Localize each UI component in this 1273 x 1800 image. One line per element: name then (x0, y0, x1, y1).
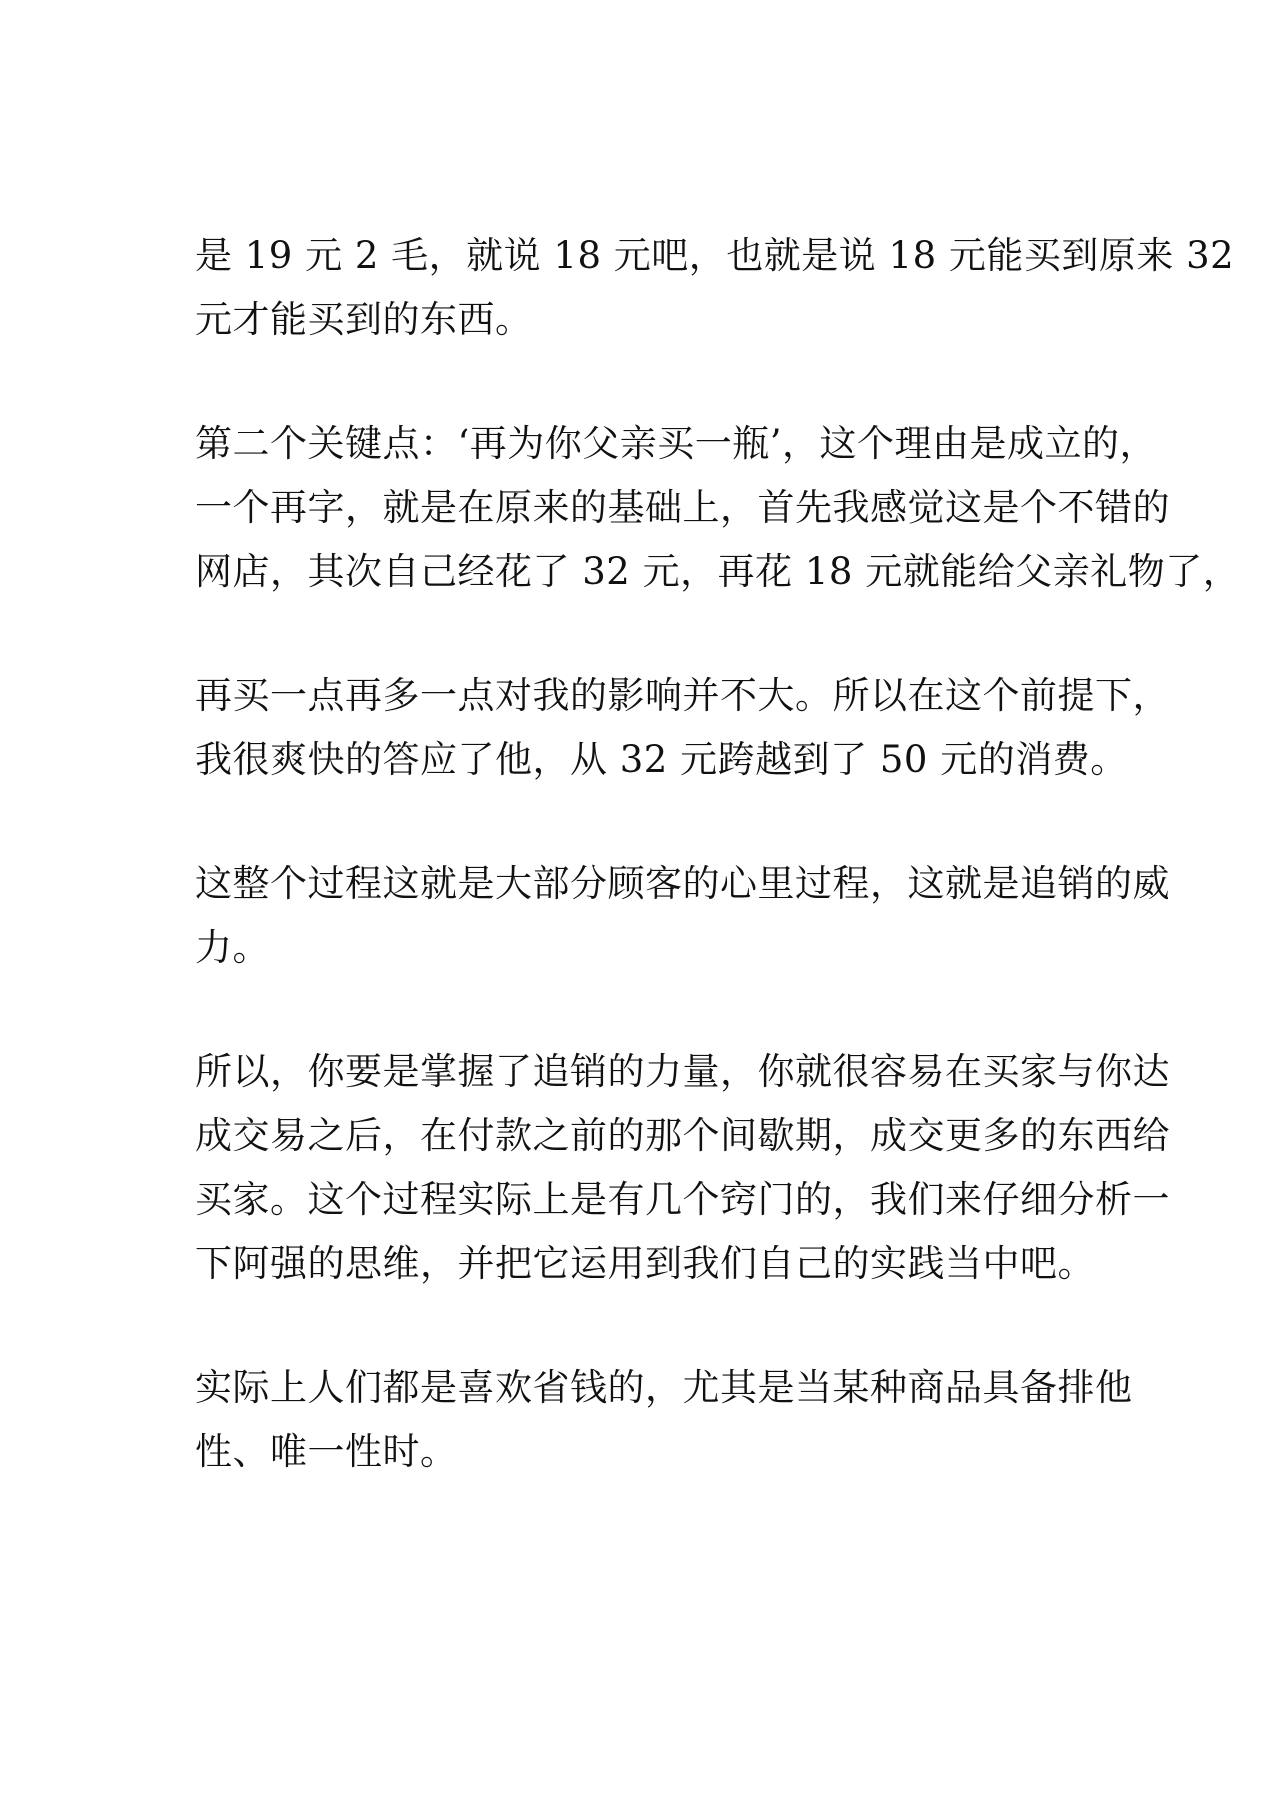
paragraph-5-line-4: 下阿强的思维，并把它运用到我们自己的实践当中吧。 (195, 1242, 1095, 1285)
paragraph-5-line-2: 成交易之后，在付款之前的那个间歇期，成交更多的东西给 (195, 1114, 1170, 1157)
paragraph-1-line-1: 是 19 元 2 毛，就说 18 元吧，也就是说 18 元能买到原来 32 (195, 234, 1235, 277)
paragraph-3-line-2: 我很爽快的答应了他，从 32 元跨越到了 50 元的消费。 (195, 738, 1128, 781)
paragraph-6-line-1: 实际上人们都是喜欢省钱的，尤其是当某种商品具备排他 (195, 1366, 1133, 1409)
paragraph-2-line-3: 网店，其次自己经花了 32 元，再花 18 元就能给父亲礼物了， (195, 550, 1241, 593)
paragraph-4-line-1: 这整个过程这就是大部分顾客的心里过程，这就是追销的威 (195, 862, 1170, 905)
paragraph-4-line-2: 力。 (195, 926, 270, 969)
paragraph-1-line-2: 元才能买到的东西。 (195, 298, 533, 341)
paragraph-5-line-3: 买家。这个过程实际上是有几个窍门的，我们来仔细分析一 (195, 1178, 1170, 1221)
paragraph-3-line-1: 再买一点再多一点对我的影响并不大。所以在这个前提下， (195, 674, 1170, 717)
paragraph-6-line-2: 性、唯一性时。 (195, 1430, 458, 1473)
paragraph-5-line-1: 所以，你要是掌握了追销的力量，你就很容易在买家与你达 (195, 1050, 1170, 1093)
paragraph-2-line-1: 第二个关键点：‘再为你父亲买一瓶’，这个理由是成立的， (195, 422, 1158, 465)
paragraph-2-line-2: 一个再字，就是在原来的基础上，首先我感觉这是个不错的 (195, 486, 1170, 529)
